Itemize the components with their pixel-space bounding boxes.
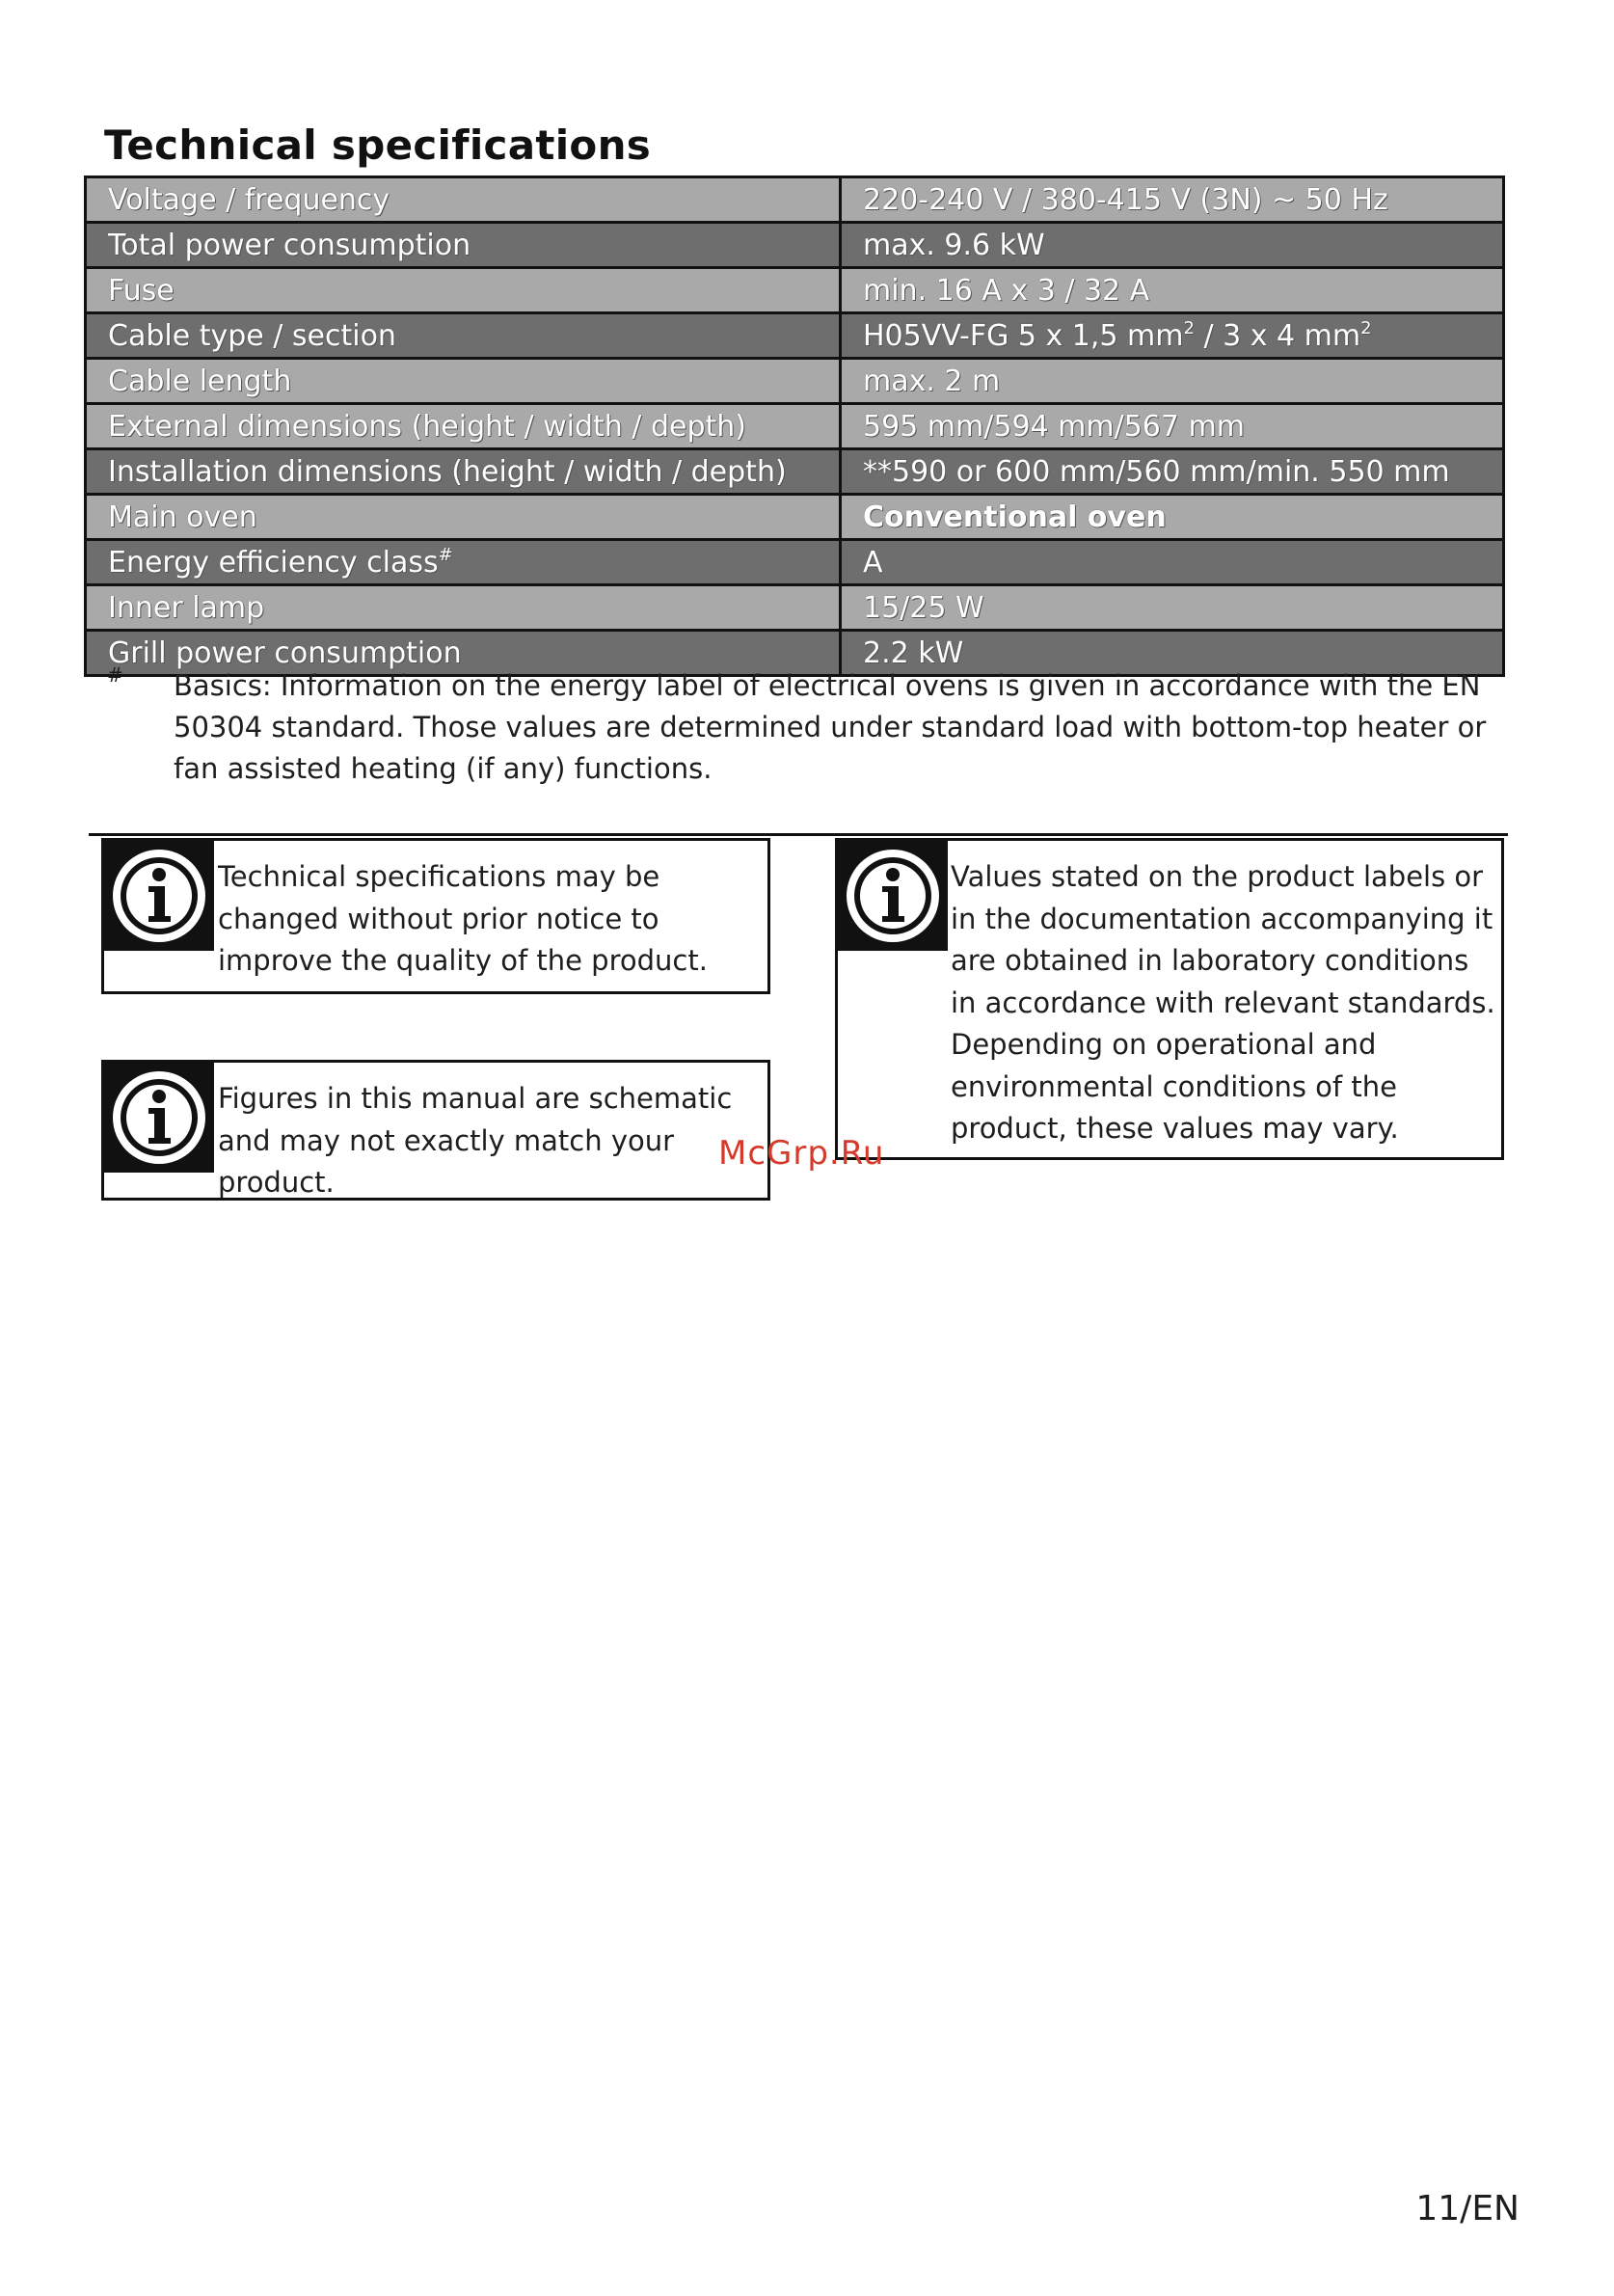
note-text: Values stated on the product labels or in the documentation accompanying it are obtained in laboratory conditions in accordance with relevant standards. Depending on operational and environmental conditions of the product, these values may vary. xyxy=(951,860,1495,1145)
spec-label: Cable length xyxy=(86,359,841,404)
superscript: 2 xyxy=(1360,317,1372,338)
watermark: McGrp.Ru xyxy=(718,1134,885,1173)
spec-row xyxy=(86,540,1504,585)
spec-value: A xyxy=(841,540,1504,585)
spec-label xyxy=(86,540,841,585)
spec-value: 595 mm/594 mm/567 mm xyxy=(841,404,1504,449)
footnote-mark: # xyxy=(107,663,123,687)
spec-label: Fuse xyxy=(86,268,841,313)
spec-label: Main oven xyxy=(86,495,841,540)
spec-label-text: Energy efficiency class xyxy=(108,545,439,580)
spec-row xyxy=(86,449,1504,495)
note-values xyxy=(835,838,1504,1160)
spec-label: Total power consumption xyxy=(86,223,841,268)
superscript: # xyxy=(438,544,453,565)
note-spec-change xyxy=(101,838,770,994)
spec-value: **590 or 600 mm/560 mm/min. 550 mm xyxy=(841,449,1504,495)
spec-row xyxy=(86,223,1504,268)
page-title: Technical specifications xyxy=(104,122,652,169)
note-text: Figures in this manual are schematic and may not exactly match your product. xyxy=(218,1082,733,1199)
spec-value: 2.2 kW xyxy=(841,631,1504,676)
spec-row xyxy=(86,404,1504,449)
spec-value: max. 9.6 kW xyxy=(841,223,1504,268)
note-figures xyxy=(101,1060,770,1201)
spec-label: Inner lamp xyxy=(86,585,841,631)
spec-value: Conventional oven xyxy=(841,495,1504,540)
page-number: 11/EN xyxy=(1415,2189,1520,2228)
spec-table xyxy=(84,176,1505,677)
spec-row xyxy=(86,268,1504,313)
spec-value: min. 16 A x 3 / 32 A xyxy=(841,268,1504,313)
info-icon xyxy=(838,841,948,951)
spec-value: 15/25 W xyxy=(841,585,1504,631)
spec-value-part: H05VV-FG 5 x 1,5 mm xyxy=(863,318,1184,353)
spec-label: External dimensions (height / width / depth) xyxy=(86,404,841,449)
info-icon xyxy=(104,1063,214,1173)
spec-row xyxy=(86,495,1504,540)
spec-label: Cable type / section xyxy=(86,313,841,359)
spec-row xyxy=(86,313,1504,359)
spec-label: Installation dimensions (height / width / depth) xyxy=(86,449,841,495)
spec-value-part: / 3 x 4 mm xyxy=(1194,318,1361,353)
spec-row xyxy=(86,177,1504,223)
footnote-text: Basics: Information on the energy label of electrical ovens is given in accordance with the EN 50304 standard. Those values are determined under standard load with bottom-top heater or fan assisted heating (if any) functions. xyxy=(174,669,1487,785)
spec-row xyxy=(86,585,1504,631)
spec-value: 220-240 V / 380-415 V (3N) ~ 50 Hz xyxy=(841,177,1504,223)
spec-label: Grill power consumption xyxy=(86,631,841,676)
info-icon xyxy=(104,841,214,951)
spec-value: max. 2 m xyxy=(841,359,1504,404)
spec-row xyxy=(86,359,1504,404)
spec-value xyxy=(841,313,1504,359)
note-text: Technical specifications may be changed without prior notice to improve the quality of the product. xyxy=(218,860,708,977)
spec-label: Voltage / frequency xyxy=(86,177,841,223)
section-divider xyxy=(89,833,1508,836)
superscript: 2 xyxy=(1183,317,1195,338)
